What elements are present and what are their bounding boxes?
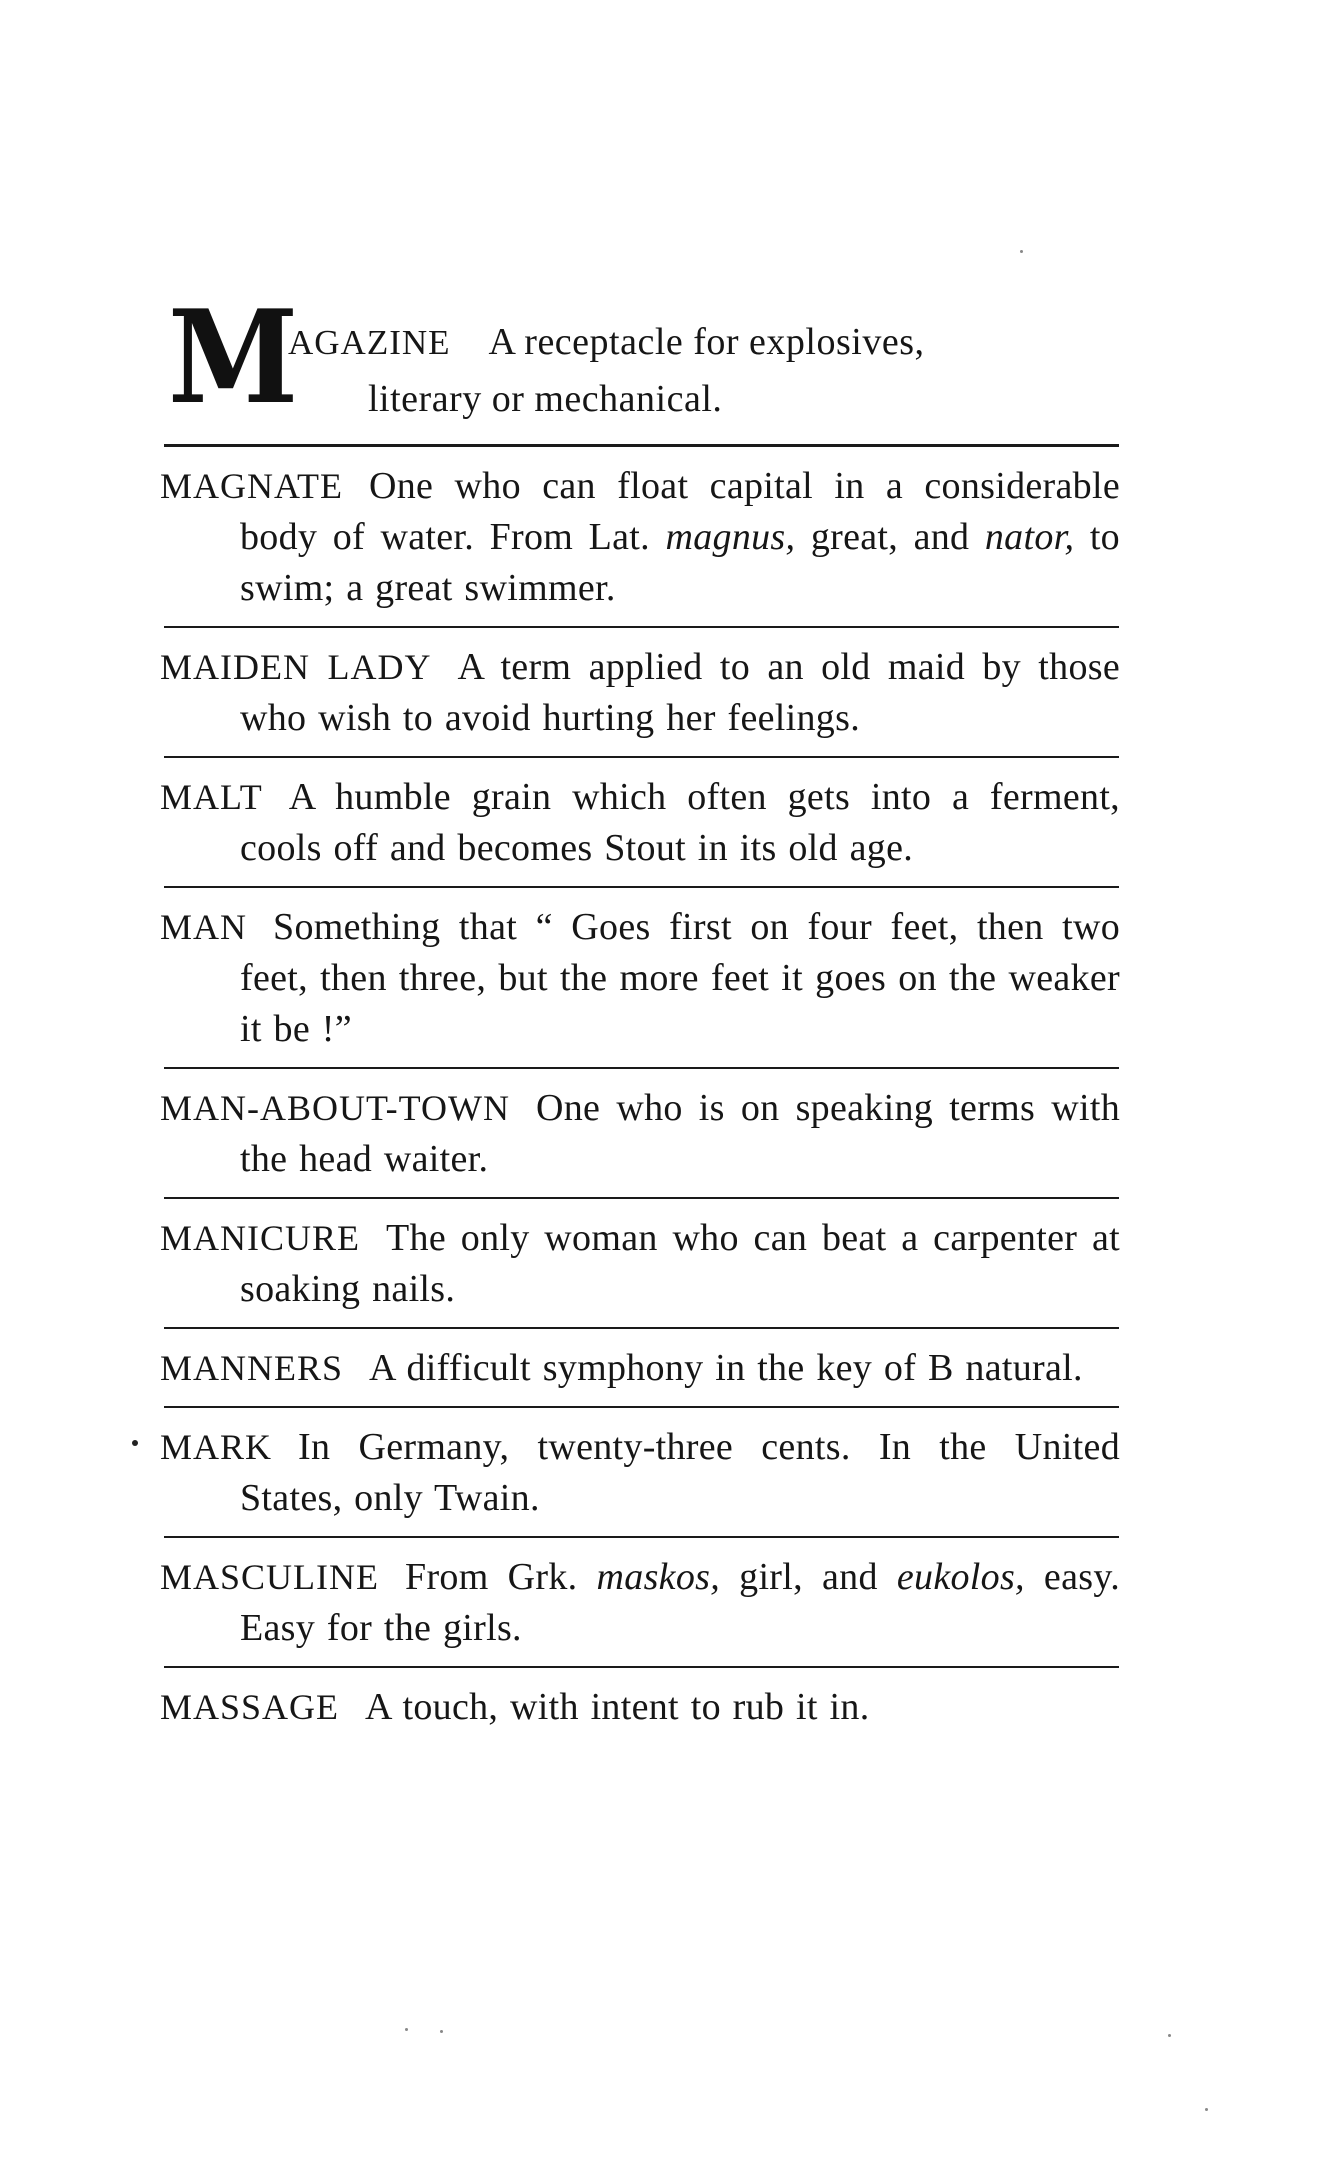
etymology-word: maskos,: [596, 1556, 721, 1598]
definition-text: girl, and: [720, 1556, 897, 1598]
definition-text: A humble grain which often gets into a ferment, cools off and becomes Stout in its old age.: [240, 776, 1120, 869]
entry-manners: [160, 1329, 1120, 1406]
entry-magazine: [160, 283, 1120, 444]
definition-line-2: literary or mechanical.: [368, 378, 723, 420]
definition-text: Something that “ Goes first on four feet, then two feet, then three, but the more feet it goes on the weaker it be !”: [240, 906, 1120, 1050]
paper-speck: [1205, 2108, 1208, 2111]
paper-speck: [1020, 250, 1023, 253]
definition-text: to swim; a great swimmer.: [240, 516, 1120, 609]
headword: MAGNATE: [160, 466, 343, 506]
entry-magazine-text: [288, 314, 1120, 427]
entry-magnate: [160, 447, 1120, 626]
entry-mark: [160, 1408, 1120, 1536]
etymology-word: magnus,: [665, 516, 796, 558]
etymology-word: eukolos,: [896, 1556, 1025, 1598]
definition-text: A touch, with intent to rub it in.: [365, 1686, 870, 1728]
entry-man: [160, 888, 1120, 1067]
definition-text: From Grk.: [405, 1556, 597, 1598]
definition-text: A term applied to an old maid by those who wish to avoid hurting her feelings.: [240, 646, 1120, 739]
headword: MAIDEN LADY: [160, 647, 432, 687]
entry-massage: [160, 1668, 1120, 1745]
entry-masculine: [160, 1538, 1120, 1666]
headword: MANNERS: [160, 1348, 344, 1388]
definition-line-1: A receptacle for explosives,: [488, 321, 925, 363]
headword: MANICURE: [160, 1218, 361, 1258]
paper-speck: [1168, 2034, 1171, 2037]
etymology-word: nator,: [984, 516, 1075, 558]
headword: MALT: [160, 777, 263, 817]
stray-bullet-mark: [132, 1440, 138, 1446]
entries-column: [160, 283, 1120, 1745]
definition-text: easy. Easy for the girls.: [240, 1556, 1120, 1649]
definition-text: In Germany, twenty-three cents. In the United States, only Twain.: [240, 1426, 1120, 1519]
definition-text: One who is on speaking terms with the head waiter.: [240, 1087, 1120, 1180]
definition-text: One who can float capital in a considerable body of water. From Lat.: [240, 465, 1120, 558]
headword: MASSAGE: [160, 1687, 340, 1727]
definition-text: The only woman who can beat a carpenter at soaking nails.: [240, 1217, 1120, 1310]
headword: MARK: [160, 1427, 273, 1467]
paper-speck: [440, 2030, 443, 2033]
headword: MASCULINE: [160, 1557, 380, 1597]
entry-maiden-lady: [160, 628, 1120, 756]
entry-malt: [160, 758, 1120, 886]
definition-text: great, and: [795, 516, 985, 558]
headword: MAN-ABOUT-TOWN: [160, 1088, 510, 1128]
definition-text: A difficult symphony in the key of B natural.: [369, 1347, 1083, 1389]
entry-list: [160, 444, 1120, 1745]
drop-cap: M: [168, 283, 295, 433]
headword: AGAZINE: [288, 323, 451, 362]
paper-speck: [405, 2028, 408, 2031]
headword: MAN: [160, 907, 248, 947]
entry-man-about-town: [160, 1069, 1120, 1197]
entry-manicure: [160, 1199, 1120, 1327]
